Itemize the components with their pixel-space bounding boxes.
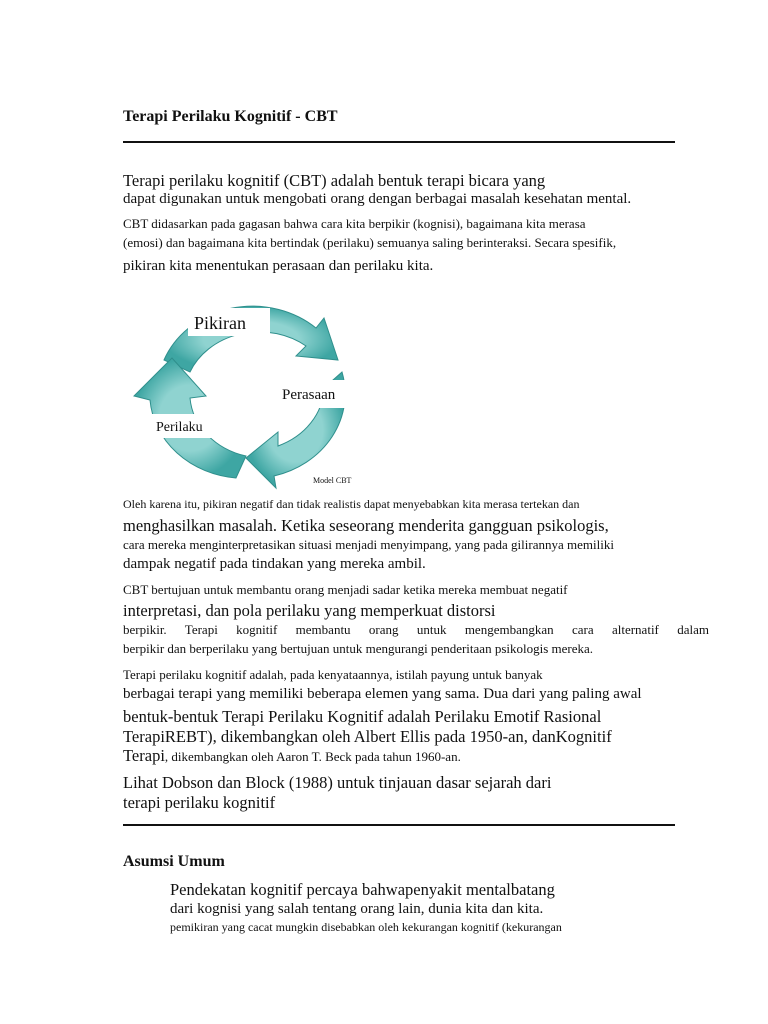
cbt-model-diagram — [128, 300, 368, 490]
para3-line-2: interpretasi, dan pola perilaku yang memperkuat distorsi — [123, 601, 496, 620]
title-divider — [123, 141, 675, 143]
para2-line-2: menghasilkan masalah. Ketika seseorang menderita gangguan psikologis, — [123, 516, 609, 535]
intro-line-3: CBT didasarkan pada gagasan bahwa cara kita berpikir (kognisi), bagaimana kita merasa — [123, 216, 586, 231]
para4-line-4: TerapiREBT), dikembangkan oleh Albert Ellis pada 1950-an, danKognitif — [123, 727, 612, 746]
section-divider — [123, 824, 675, 826]
intro-line-5: pikiran kita menentukan perasaan dan perilaku kita. — [123, 258, 434, 274]
para2-line-4: dampak negatif pada tindakan yang mereka ambil. — [123, 556, 426, 572]
para4-line-2: berbagai terapi yang memiliki beberapa elemen yang sama. Dua dari yang paling awal — [123, 686, 642, 702]
diagram-caption: Model CBT — [313, 476, 352, 485]
intro-line-4: (emosi) dan bagaimana kita bertindak (perilaku) semuanya saling berinteraksi. Secara spesifik, — [123, 235, 617, 250]
section2-line-2: dari kognisi yang salah tentang orang lain, dunia kita dan kita. — [170, 901, 544, 917]
page-title: Terapi Perilaku Kognitif - CBT — [123, 108, 338, 125]
para4-line-1: Terapi perilaku kognitif adalah, pada kenyataannya, istilah payung untuk banyak — [123, 667, 543, 682]
intro-line-2: dapat digunakan untuk mengobati orang dengan berbagai masalah kesehatan mental. — [123, 191, 632, 207]
para4-line-5 — [123, 746, 461, 766]
intro-line-1: Terapi perilaku kognitif (CBT) adalah bentuk terapi bicara yang — [123, 171, 546, 190]
label-pikiran: Pikiran — [194, 313, 246, 333]
para3-line-1: CBT bertujuan untuk membantu orang menjadi sadar ketika mereka membuat negatif — [123, 582, 568, 597]
para4-line-5-lead: Terapi — [123, 746, 165, 765]
section2-line-3: pemikiran yang cacat mungkin disebabkan oleh kekurangan kognitif (kekurangan — [170, 920, 562, 934]
section2-line-1: Pendekatan kognitif percaya bahwapenyakit mentalbatang — [170, 880, 555, 899]
para2-line-3: cara mereka menginterpretasikan situasi menjadi menyimpang, yang pada gilirannya memiliki — [123, 537, 614, 552]
section-heading-asumsi-umum: Asumsi Umum — [123, 853, 225, 870]
para5-line-1: Lihat Dobson dan Block (1988) untuk tinjauan dasar sejarah dari — [123, 773, 552, 792]
para4-line-3: bentuk-bentuk Terapi Perilaku Kognitif adalah Perilaku Emotif Rasional — [123, 707, 602, 726]
para3-line-3: berpikir. Terapi kognitif membantu orang untuk mengembangkan cara alternatif dalam — [123, 622, 709, 637]
label-perilaku: Perilaku — [156, 420, 203, 435]
para4-line-5-rest: , dikembangkan oleh Aaron T. Beck pada tahun 1960-an. — [164, 749, 461, 764]
para3-line-4: berpikir dan berperilaku yang bertujuan untuk mengurangi penderitaan psikologis mereka. — [123, 641, 594, 656]
para2-line-1: Oleh karena itu, pikiran negatif dan tidak realistis dapat menyebabkan kita merasa tertekan dan — [123, 497, 580, 511]
para5-line-2: terapi perilaku kognitif — [123, 793, 276, 812]
label-perasaan: Perasaan — [282, 387, 336, 403]
